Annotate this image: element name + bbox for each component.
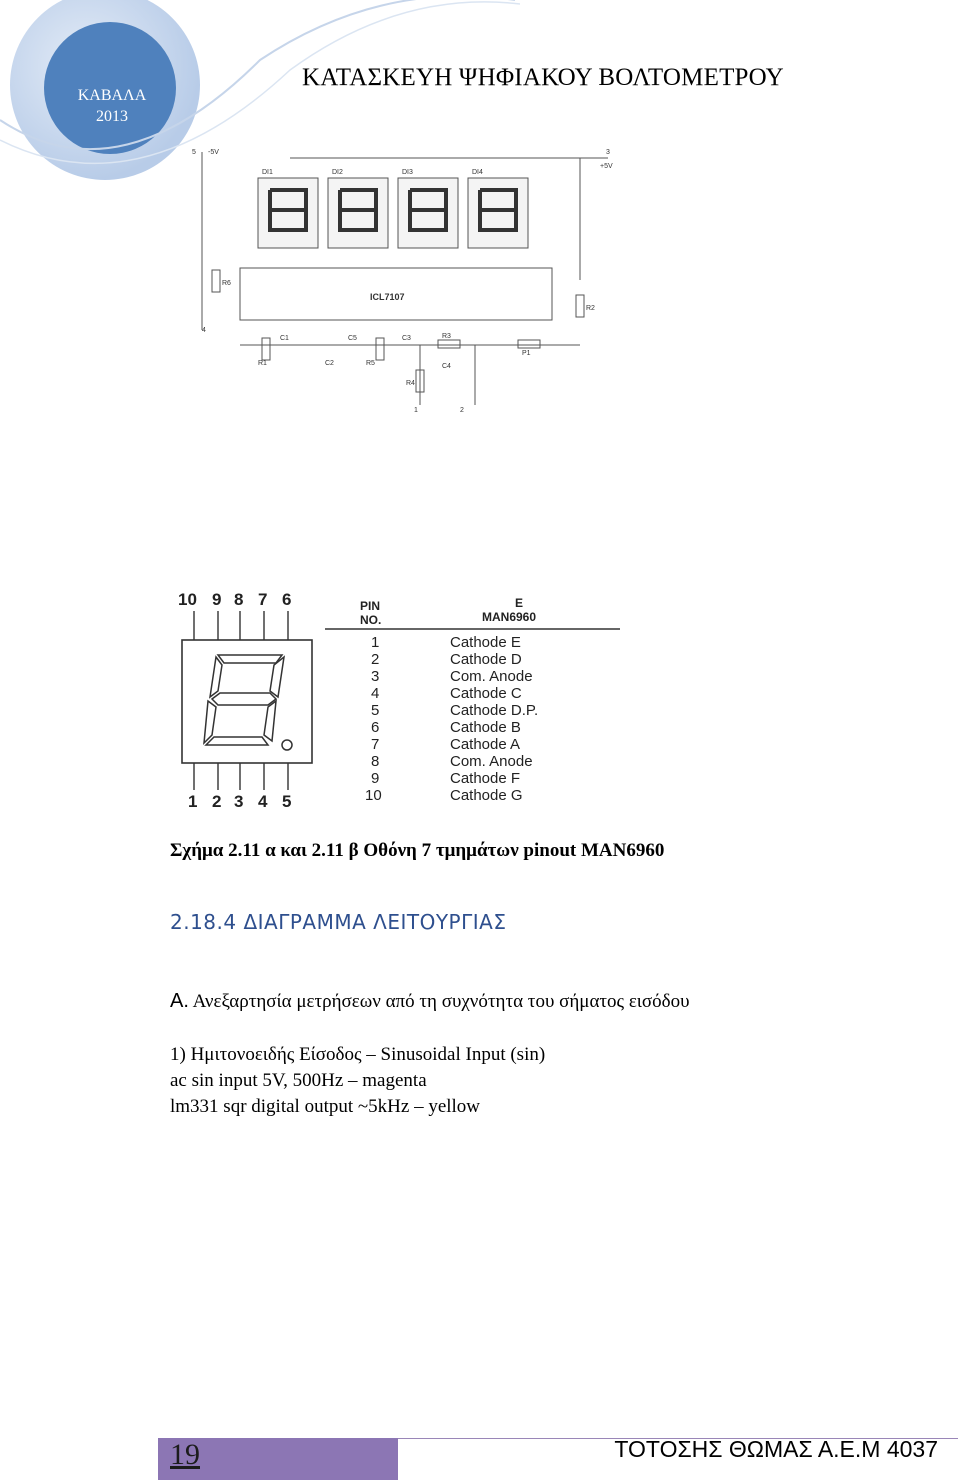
pin-header-2: NO. (360, 613, 382, 627)
paragraph-a (170, 990, 690, 1013)
bottom-pin-4: 4 (258, 792, 268, 811)
top-pin-6: 6 (282, 590, 292, 609)
resistor-r2: R2 (586, 305, 595, 312)
supply-right-terminal: 3 (606, 149, 610, 156)
pin-row-number: 3 (371, 668, 380, 685)
text-line-2: ac sin input 5V, 500Hz – magenta (170, 1070, 427, 1091)
pin-row-number: 6 (371, 719, 380, 736)
func-header-2: MAN6960 (482, 610, 537, 624)
pin-row-number: 7 (371, 736, 380, 753)
input-terminal-1: 1 (414, 407, 418, 414)
pin-row-function: Cathode A (450, 736, 521, 753)
resistor-r5: R5 (366, 360, 375, 367)
resistor-r3: R3 (442, 333, 451, 340)
text-line-3: lm331 sqr digital output ~5kHz – yellow (170, 1096, 481, 1117)
resistor-r1: R1 (258, 360, 267, 367)
pin-row-function: Cathode F (450, 770, 521, 787)
capacitor-c5: C5 (348, 335, 357, 342)
circuit-diagram (180, 140, 620, 420)
figure-caption: Σχήμα 2.11 α και 2.11 β Οθόνη 7 τμημάτων pinout MAN6960 (170, 840, 665, 861)
pin-row-function: Com. Anode (450, 668, 533, 685)
resistor-r6: R6 (222, 280, 231, 287)
paragraph-a-letter: Α. (170, 990, 189, 1012)
pin-row-number: 5 (371, 702, 380, 719)
section-heading: 2.18.4 ΔΙΑΓΡΑΜΜΑ ΛΕΙΤΟΥΡΓΙΑΣ (170, 910, 507, 934)
bottom-pin-5: 5 (282, 792, 292, 811)
display-label-3: DI3 (402, 169, 413, 176)
pin-row-number: 2 (371, 651, 380, 668)
pin-row-number: 9 (371, 770, 380, 787)
pin-row-function: Cathode C (450, 685, 522, 702)
bottom-pin-2: 2 (212, 792, 222, 811)
capacitor-c4: C4 (442, 363, 451, 370)
capacitor-c2: C2 (325, 360, 334, 367)
display-label-2: DI2 (332, 169, 343, 176)
pin-row-number: 4 (371, 685, 380, 702)
top-pin-7: 7 (258, 590, 268, 609)
supply-left-label: -5V (208, 149, 219, 156)
bottom-pin-1: 1 (188, 792, 198, 811)
pin-header-1: PIN (360, 599, 381, 613)
top-pin-10: 10 (178, 590, 197, 609)
document-title: ΚΑΤΑΣΚΕΥΗ ΨΗΦΙΑΚΟΥ ΒΟΛΤΟΜΕΤΡΟΥ (302, 64, 784, 91)
badge-year: 2013 (96, 108, 128, 125)
top-pin-9: 9 (212, 590, 222, 609)
text-line-1: 1) Ημιτονοειδής Είσοδος – Sinusoidal Input (sin) (170, 1044, 546, 1065)
pinout-diagram (170, 585, 630, 815)
pin-row-function: Cathode B (450, 719, 521, 736)
page-number: 19 (170, 1438, 200, 1471)
supply-right-label: +5V (600, 163, 613, 170)
capacitor-c1: C1 (280, 335, 289, 342)
pin-row-number: 1 (371, 634, 380, 651)
resistor-r4: R4 (406, 380, 415, 387)
chip-label: ICL7107 (370, 292, 405, 302)
pin-row-function: Cathode E (450, 634, 521, 651)
supply-left-terminal: 5 (192, 149, 196, 156)
potentiometer-p1: P1 (522, 350, 531, 357)
display-label-1: DI1 (262, 169, 273, 176)
footer-author: ΤΟΤΟΣΗΣ ΘΩΜΑΣ Α.Ε.Μ 4037 (614, 1436, 938, 1462)
badge-city: ΚΑΒΑΛΑ (77, 87, 147, 104)
pin-row-number: 8 (371, 753, 380, 770)
pin-row-function: Cathode D (450, 651, 522, 668)
pin-row-function: Com. Anode (450, 753, 533, 770)
bottom-pin-3: 3 (234, 792, 244, 811)
func-header-1: E (515, 596, 524, 610)
pin-row-function: Cathode G (450, 787, 523, 804)
display-label-4: DI4 (472, 169, 483, 176)
capacitor-c3: C3 (402, 335, 411, 342)
gnd-terminal: 4 (202, 327, 206, 334)
pin-row-function: Cathode D.P. (450, 702, 539, 719)
paragraph-a-text: Ανεξαρτησία μετρήσεων από τη συχνότητα του σήματος εισόδου (192, 991, 690, 1012)
input-terminal-2: 2 (460, 407, 464, 414)
pin-row-number: 10 (365, 787, 382, 804)
top-pin-8: 8 (234, 590, 244, 609)
